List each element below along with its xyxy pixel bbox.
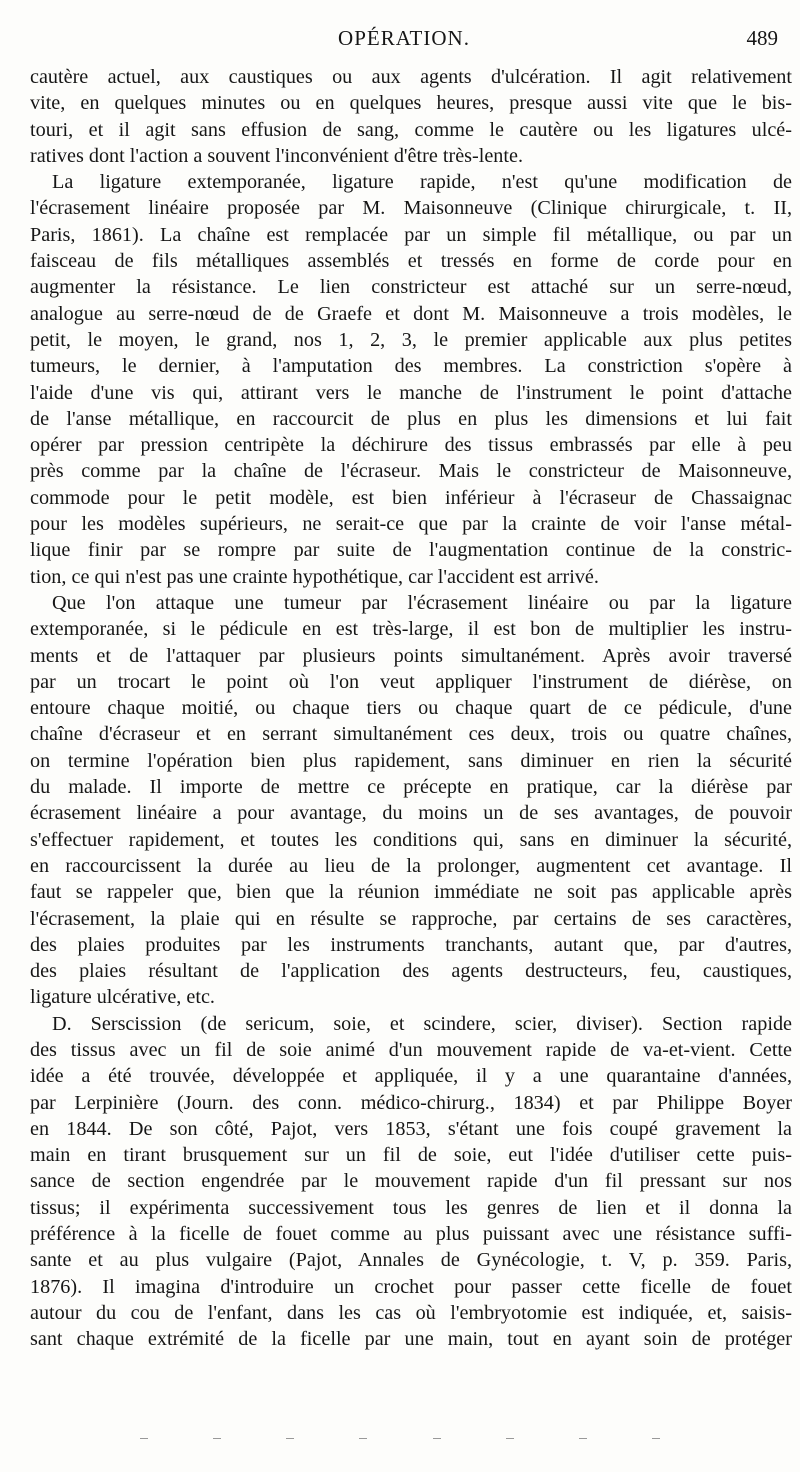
page-number: 489 (746, 26, 778, 50)
text-line: sante et au plus vulgaire (Pajot, Annales de Gynécologie, t. V, p. 359. Paris, (30, 1249, 792, 1272)
text-line: tion, ce qui n'est pas une crainte hypothétique, car l'accident est arrivé. (30, 565, 599, 588)
text-line: opérer par pression centripète la déchirure des tissus embrassés par elle à peu (30, 434, 792, 457)
paragraph (30, 1011, 792, 1353)
text-line: touri, et il agit sans effusion de sang, comme le cautère ou les ligatures ulcé- (30, 118, 792, 141)
text-line: commode pour le petit modèle, est bien inférieur à l'écraseur de Chassaignac (30, 486, 792, 509)
text-line: écrasement linéaire a pour avantage, du moins un de ses avantages, de pouvoir (30, 802, 792, 825)
text-line: on termine l'opération bien plus rapidement, sans diminuer en rien la sécurité (30, 749, 792, 772)
text-line: en raccourcissent la durée au lieu de la prolonger, augmentent cet avantage. Il (30, 854, 792, 877)
text-line: près comme par la chaîne de l'écraseur. Mais le constricteur de Maisonneuve, (30, 460, 792, 483)
text-line: l'écrasement, la plaie qui en résulte se rapproche, par certains de ses caractères, (30, 907, 792, 930)
text-line: tumeurs, le dernier, à l'amputation des membres. La constriction s'opère à (30, 355, 792, 378)
dot-mark (579, 1438, 587, 1439)
text-line: de l'anse métallique, en raccourcit de plus en plus les dimensions et lui fait (30, 407, 792, 430)
dot-mark (433, 1438, 441, 1439)
text-line: des plaies produites par les instruments tranchants, autant que, par d'autres, (30, 933, 792, 956)
text-line: main en tirant brusquement sur un fil de soie, eut l'idée d'utiliser cette puis- (30, 1144, 792, 1167)
text-line: l'écrasement linéaire proposée par M. Maisonneuve (Clinique chirurgicale, t. II, (30, 197, 792, 220)
text-line: ligature ulcérative, etc. (30, 986, 215, 1009)
paragraph (30, 169, 792, 590)
text-line: en 1844. De son côté, Pajot, vers 1853, s'étant une fois coupé gravement la (30, 1117, 792, 1140)
text-line: préférence à la ficelle de fouet comme au plus puissant avec une résistance suffi- (30, 1223, 792, 1246)
text-line: idée a été trouvée, développée et appliquée, il y a une quarantaine d'années, (30, 1065, 792, 1088)
bottom-dots-decoration (140, 1438, 660, 1442)
text-line: l'aide d'une vis qui, attirant vers le manche de l'instrument le point d'attache (30, 381, 792, 404)
text-line: des plaies résultant de l'application des agents destructeurs, feu, caustiques, (30, 960, 792, 983)
text-line: faut se rappeler que, bien que la réunion immédiate ne soit pas applicable après (30, 881, 792, 904)
text-line: petit, le moyen, le grand, nos 1, 2, 3, le premier applicable aux plus petites (30, 328, 792, 351)
text-line: La ligature extemporanée, ligature rapide, n'est qu'une modification de (52, 171, 792, 194)
text-line: ments et de l'attaquer par plusieurs points simultanément. Après avoir traversé (30, 644, 792, 667)
dot-mark (286, 1438, 294, 1439)
paragraph (30, 64, 792, 169)
dot-mark (140, 1438, 148, 1439)
dot-mark (359, 1438, 367, 1439)
dot-mark (213, 1438, 221, 1439)
text-line: des tissus avec un fil de soie animé d'un mouvement rapide de va-et-vient. Cette (30, 1038, 792, 1061)
text-line: vite, en quelques minutes ou en quelques heures, presque aussi vite que le bis- (30, 92, 792, 115)
text-line: extemporanée, si le pédicule en est très-large, il est bon de multiplier les instru- (30, 618, 792, 641)
text-line: lique finir par se rompre par suite de l'augmentation continue de la constric- (30, 539, 792, 562)
text-line: analogue au serre-nœud de de Graefe et dont M. Maisonneuve a trois modèles, le (30, 302, 792, 325)
page-header (30, 26, 778, 56)
body-text (30, 64, 792, 1353)
text-line: autour du cou de l'enfant, dans les cas où l'embryotomie est indiquée, et, saisis- (30, 1301, 792, 1324)
text-line: cautère actuel, aux caustiques ou aux agents d'ulcération. Il agit relativement (30, 66, 792, 88)
text-line: Paris, 1861). La chaîne est remplacée par un simple fil métallique, ou par un (30, 223, 792, 246)
text-line: tissus; il expérimenta successivement tous les genres de lien et il donna la (30, 1196, 792, 1219)
dot-mark (652, 1438, 660, 1439)
text-line: augmenter la résistance. Le lien constricteur est attaché sur un serre-nœud, (30, 276, 792, 299)
paragraph (30, 590, 792, 1011)
text-line: sance de section engendrée par le mouvement rapide d'un fil pressant sur nos (30, 1170, 792, 1193)
text-line: D. Serscission (de sericum, soie, et scindere, scier, diviser). Section rapide (52, 1012, 792, 1035)
text-line: par un trocart le point où l'on veut appliquer l'instrument de diérèse, on (30, 670, 792, 693)
text-line: chaîne d'écraseur et en serrant simultanément ces deux, trois ou quatre chaînes, (30, 723, 792, 746)
text-line: s'effectuer rapidement, et toutes les conditions qui, sans en diminuer la sécurité, (30, 828, 792, 851)
dot-mark (506, 1438, 514, 1439)
text-line: Que l'on attaque une tumeur par l'écrasement linéaire ou par la ligature (52, 591, 792, 614)
running-title: OPÉRATION. (338, 26, 470, 50)
text-line: entoure chaque moitié, ou chaque tiers ou chaque quart de ce pédicule, d'une (30, 697, 792, 720)
text-line: par Lerpinière (Journ. des conn. médico-chirurg., 1834) et par Philippe Boyer (30, 1091, 792, 1114)
text-line: sant chaque extrémité de la ficelle par une main, tout en ayant soin de protéger (30, 1328, 792, 1351)
text-line: ratives dont l'action a souvent l'inconvénient d'être très-lente. (30, 144, 524, 167)
text-line: pour les modèles supérieurs, ne serait-ce que par la crainte de voir l'anse métal- (30, 513, 792, 536)
text-line: 1876). Il imagina d'introduire un crochet pour passer cette ficelle de fouet (30, 1275, 792, 1298)
text-line: du malade. Il importe de mettre ce précepte en pratique, car la diérèse par (30, 776, 792, 799)
text-line: faisceau de fils métalliques assemblés et tressés en forme de corde pour en (30, 250, 792, 273)
